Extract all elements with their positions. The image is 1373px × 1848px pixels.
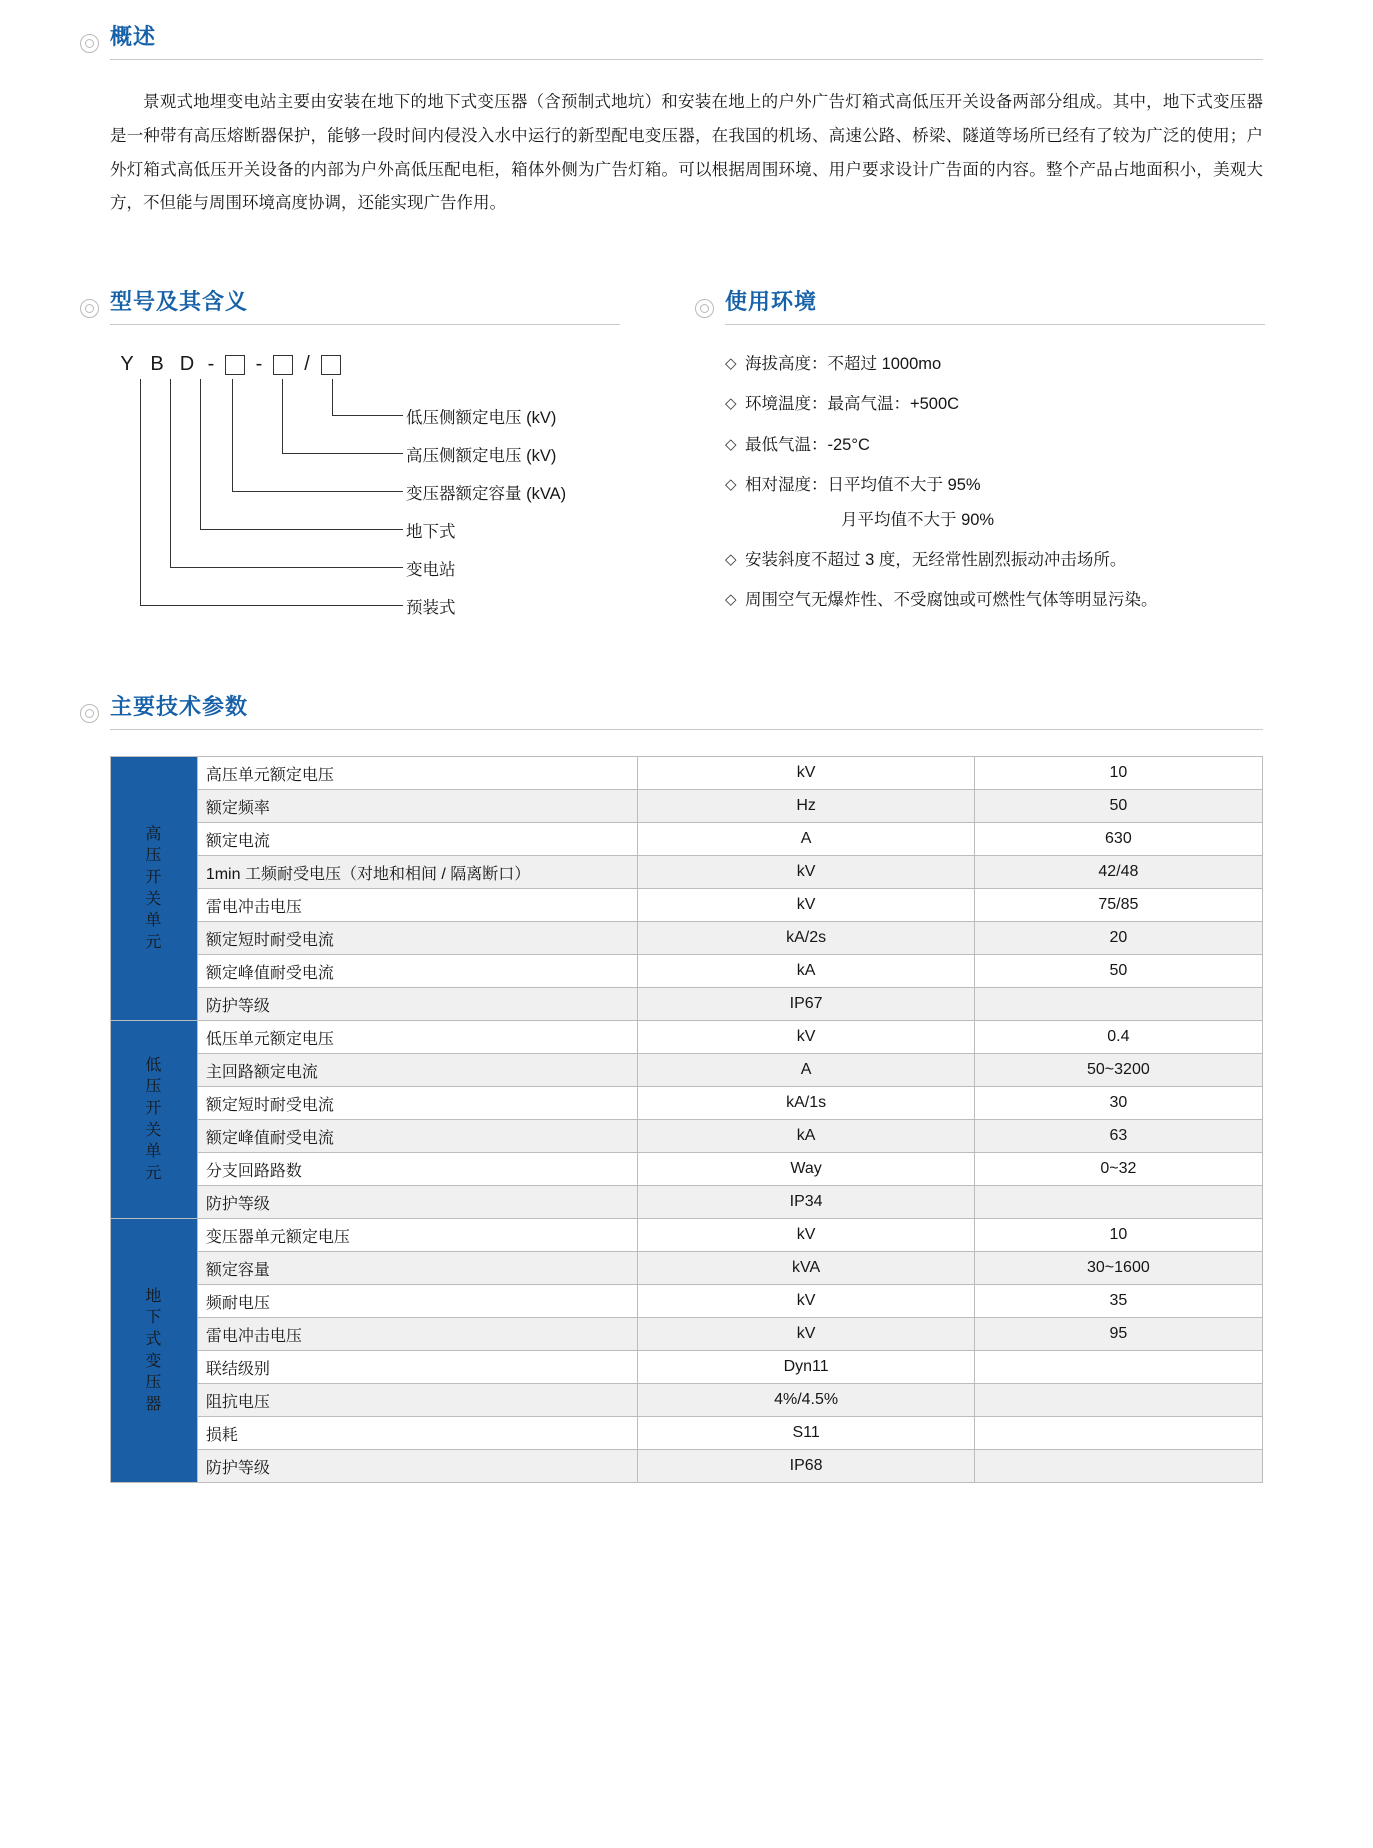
table-cell-parameter: 额定峰值耐受电流 [197,1120,638,1153]
table-cell-value [974,1186,1262,1219]
table-row [111,1054,1263,1087]
model-code-diagram [110,353,620,628]
environment-item-label: 周围空气无爆炸性、不受腐蚀或可燃性气体等明显污染。 [745,591,1158,610]
table-cell-parameter: 额定频率 [197,790,638,823]
environment-heading [725,285,1265,325]
overview-heading [110,20,1263,60]
model-box-capacity [225,355,245,375]
table-cell-unit: Hz [638,790,974,823]
table-cell-parameter: 变压器单元额定电压 [197,1219,638,1252]
diamond-icon: ◇ [725,355,737,372]
table-cell-parameter: 防护等级 [197,1186,638,1219]
parameters-section [110,690,1263,1483]
table-cell-value: 630 [974,823,1262,856]
diamond-icon: ◇ [725,435,737,453]
heading-rule [110,729,1263,730]
diamond-icon: ◇ [725,395,737,413]
overview-section [110,20,1263,238]
parameters-heading [110,690,1263,730]
model-box-hv [273,355,293,375]
table-row [111,1417,1263,1450]
table-cell-unit: S11 [638,1417,974,1450]
table-cell-parameter: 分支回路路数 [197,1153,638,1186]
table-cell-value: 63 [974,1120,1262,1153]
table-cell-unit: IP68 [638,1450,974,1483]
table-group-label: 地下式变压器 [111,1219,198,1483]
table-row [111,988,1263,1021]
model-slash: / [304,353,310,375]
table-cell-value: 20 [974,922,1262,955]
label-substation: 变电站 [406,561,456,579]
table-row [111,757,1263,790]
heading-rule [110,59,1263,60]
environment-item-label: 环境温度：最高气温：+500C [745,395,960,414]
parameters-title: 主要技术参数 [110,694,249,719]
table-group-label: 低压开关单元 [111,1021,198,1219]
table-row [111,955,1263,988]
table-cell-unit: kA [638,1120,974,1153]
environment-item-label: 最低气温：-25°C [745,435,870,454]
model-code-row [112,353,346,376]
table-cell-value: 10 [974,1219,1262,1252]
bullet-ring-icon [695,299,714,318]
table-cell-value [974,988,1262,1021]
table-cell-parameter: 额定容量 [197,1252,638,1285]
table-row [111,790,1263,823]
model-dash-2: - [255,353,263,375]
table-cell-unit: kA [638,955,974,988]
model-heading [110,285,620,325]
diamond-icon: ◇ [725,550,737,568]
overview-body: 景观式地埋变电站主要由安装在地下的地下式变压器（含预制式地坑）和安装在地上的户外广告灯箱式高低压开关设备两部分组成。其中，地下式变压器是一种带有高压熔断器保护，能够一段时间内侵没入水中运行的新型配电变压器，在我国的机场、高速公路、桥梁、隧道等场所已经有了较为广泛的使用；户外灯箱式高低压开关设备的内部为户外高低压配电柜，箱体外侧为广告灯箱。可以根据周围环境、用户要求设计广告面的内容。整个产品占地面积小，美观大方，不但能与周围环境高度协调，还能实现广告作用。 [110,93,1263,213]
model-box-lv [321,355,341,375]
table-cell-value: 50 [974,790,1262,823]
table-cell-parameter: 低压单元额定电压 [197,1021,638,1054]
table-row [111,1450,1263,1483]
diamond-icon: ◇ [725,591,737,609]
bullet-ring-icon [80,704,99,723]
environment-item [725,351,1265,377]
environment-title: 使用环境 [725,289,818,314]
table-row [111,1186,1263,1219]
table-row [111,823,1263,856]
table-group-label: 高压开关单元 [111,757,198,1021]
model-dash-1: - [207,353,215,375]
table-cell-value [974,1450,1262,1483]
model-title: 型号及其含义 [110,289,249,314]
table-cell-parameter: 防护等级 [197,988,638,1021]
table-cell-unit: kVA [638,1252,974,1285]
table-cell-parameter: 联结级别 [197,1351,638,1384]
table-cell-parameter: 额定电流 [197,823,638,856]
table-cell-value: 75/85 [974,889,1262,922]
table-cell-unit: 4%/4.5% [638,1384,974,1417]
label-hv-voltage: 高压侧额定电压 (kV) [406,447,557,465]
environment-item-label: 相对湿度：日平均值不大于 95% [745,476,981,495]
table-cell-parameter: 额定短时耐受电流 [197,922,638,955]
table-cell-unit: IP34 [638,1186,974,1219]
model-section [110,285,620,628]
model-letter-b: B [150,353,164,375]
label-underground: 地下式 [406,523,456,541]
environment-item-sublabel: 月平均值不大于 90% [841,510,995,529]
table-cell-parameter: 雷电冲击电压 [197,1318,638,1351]
table-cell-parameter: 额定短时耐受电流 [197,1087,638,1120]
label-prefab: 预装式 [406,599,456,617]
table-cell-value [974,1384,1262,1417]
table-cell-unit: Way [638,1153,974,1186]
table-row [111,889,1263,922]
table-cell-value: 35 [974,1285,1262,1318]
table-cell-parameter: 频耐电压 [197,1285,638,1318]
table-cell-value [974,1351,1262,1384]
table-cell-unit: kV [638,1219,974,1252]
table-row [111,1384,1263,1417]
table-cell-value: 30~1600 [974,1252,1262,1285]
table-row [111,1318,1263,1351]
table-cell-value: 0.4 [974,1021,1262,1054]
table-cell-unit: kV [638,856,974,889]
overview-title: 概述 [110,24,157,49]
table-cell-unit: kV [638,1285,974,1318]
table-cell-value: 95 [974,1318,1262,1351]
diamond-icon: ◇ [725,476,737,494]
environment-item [725,391,1265,417]
table-cell-unit: A [638,1054,974,1087]
table-row [111,1120,1263,1153]
table-cell-parameter: 阻抗电压 [197,1384,638,1417]
table-cell-value: 30 [974,1087,1262,1120]
heading-rule [725,324,1265,325]
table-cell-unit: kV [638,757,974,790]
environment-list [725,351,1265,614]
environment-item [725,472,1265,498]
bullet-ring-icon [80,34,99,53]
label-capacity: 变压器额定容量 (kVA) [406,485,567,503]
label-lv-voltage: 低压侧额定电压 (kV) [406,409,557,427]
table-cell-parameter: 额定峰值耐受电流 [197,955,638,988]
leader-line-y [140,379,403,606]
table-cell-parameter: 主回路额定电流 [197,1054,638,1087]
table-cell-value [974,1417,1262,1450]
table-cell-parameter: 损耗 [197,1417,638,1450]
table-row [111,1087,1263,1120]
table-cell-value: 0~32 [974,1153,1262,1186]
table-cell-value: 50 [974,955,1262,988]
environment-section [725,285,1265,628]
parameters-table [110,756,1263,1483]
table-row [111,1285,1263,1318]
table-cell-unit: kV [638,1318,974,1351]
environment-item-label: 海拔高度：不超过 1000mo [745,355,942,373]
table-cell-value: 42/48 [974,856,1262,889]
table-cell-unit: kV [638,1021,974,1054]
table-cell-value: 50~3200 [974,1054,1262,1087]
table-row [111,1351,1263,1384]
table-row [111,1219,1263,1252]
table-row [111,856,1263,889]
table-cell-unit: kV [638,889,974,922]
environment-item-label: 安装斜度不超过 3 度，无经常性剧烈振动冲击场所。 [745,550,1127,569]
table-cell-parameter: 雷电冲击电压 [197,889,638,922]
table-cell-parameter: 高压单元额定电压 [197,757,638,790]
table-row [111,1252,1263,1285]
heading-rule [110,324,620,325]
table-cell-unit: kA/1s [638,1087,974,1120]
table-cell-value: 10 [974,757,1262,790]
model-letter-d: D [179,353,195,375]
table-cell-unit: kA/2s [638,922,974,955]
bullet-ring-icon [80,299,99,318]
table-cell-unit: Dyn11 [638,1351,974,1384]
table-row [111,1021,1263,1054]
table-cell-parameter: 1min 工频耐受电压（对地和相间 / 隔离断口） [197,856,638,889]
table-cell-parameter: 防护等级 [197,1450,638,1483]
table-cell-unit: IP67 [638,988,974,1021]
environment-item [725,432,1265,458]
table-row [111,922,1263,955]
environment-item [725,587,1265,613]
environment-item [725,547,1265,573]
table-row [111,1153,1263,1186]
model-letter-y: Y [120,353,134,375]
table-cell-unit: A [638,823,974,856]
